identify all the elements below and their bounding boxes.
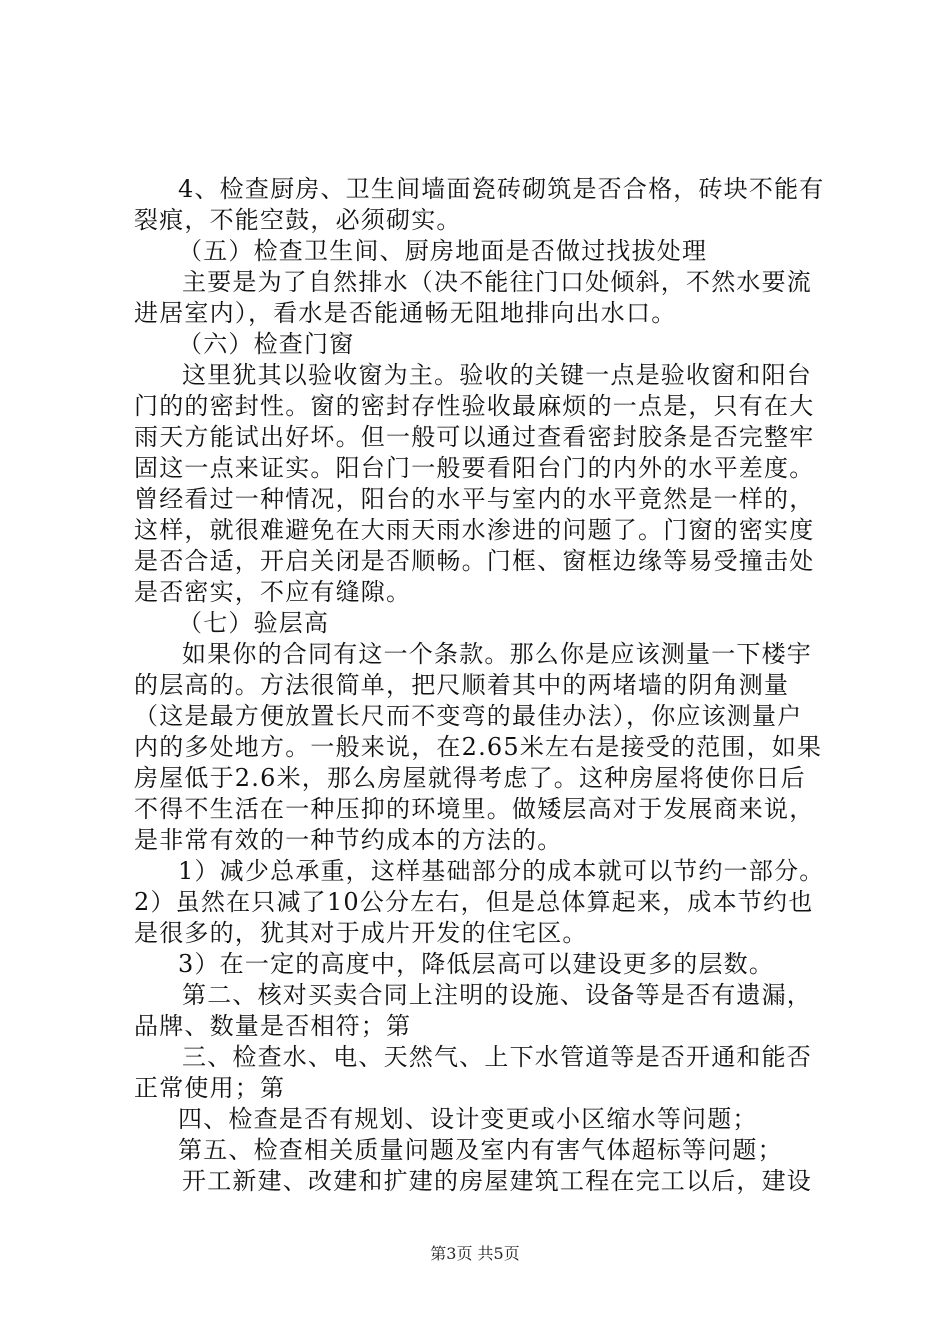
text-line: 门的的密封性。窗的密封存性验收最麻烦的一点是，只有在大 <box>134 392 815 420</box>
text-line: 三、检查水、电、天然气、上下水管道等是否开通和能否 <box>182 1043 812 1071</box>
text-line: 品牌、数量是否相符；第 <box>134 1012 412 1040</box>
list-item: 1）减少总承重，这样基础部分的成本就可以节约一部分。 <box>178 857 825 885</box>
text-line: 裂痕，不能空鼓，必须砌实。 <box>134 206 462 234</box>
text-line: 是否合适，开启关闭是否顺畅。门框、窗框边缘等易受撞击处 <box>134 547 815 575</box>
list-item: 2）虽然在只减了10公分左右，但是总体算起来，成本节约也 <box>134 888 814 916</box>
page-number-footer: 第3页 共5页 <box>430 1244 520 1263</box>
text-line: 这样，就很难避免在大雨天雨水渗进的问题了。门窗的密实度 <box>134 516 815 544</box>
text-line: 曾经看过一种情况，阳台的水平与室内的水平竟然是一样的， <box>134 485 815 513</box>
section-heading: （七）验层高 <box>178 609 330 637</box>
text-line: 是非常有效的一种节约成本的方法的。 <box>134 826 563 854</box>
text-line: 不得不生活在一种压抑的环境里。做矮层高对于发展商来说， <box>134 795 815 823</box>
text-line: 第二、核对买卖合同上注明的设施、设备等是否有遗漏， <box>182 981 812 1009</box>
text-line: 房屋低于2.6米，那么房屋就得考虑了。这种房屋将使你日后 <box>134 764 806 792</box>
section-heading: （六）检查门窗 <box>178 330 355 358</box>
section-heading: （五）检查卫生间、厨房地面是否做过找拔处理 <box>178 237 708 265</box>
list-item: 3）在一定的高度中，降低层高可以建设更多的层数。 <box>178 950 775 978</box>
text-line: 的层高的。方法很简单，把尺顺着其中的两堵墙的阴角测量 <box>134 671 790 699</box>
text-line: 开工新建、改建和扩建的房屋建筑工程在完工以后，建设 <box>182 1167 812 1195</box>
text-line: 4、检查厨房、卫生间墙面瓷砖砌筑是否合格，砖块不能有 <box>178 175 825 203</box>
text-line: 第五、检查相关质量问题及室内有害气体超标等问题； <box>178 1136 783 1164</box>
text-line: 进居室内），看水是否能通畅无阻地排向出水口。 <box>134 299 677 327</box>
text-line: 主要是为了自然排水（决不能往门口处倾斜，不然水要流 <box>182 268 812 296</box>
text-line: 内的多处地方。一般来说，在2.65米左右是接受的范围，如果 <box>134 733 823 761</box>
text-line: 是否密实，不应有缝隙。 <box>134 578 412 606</box>
text-line: 这里犹其以验收窗为主。验收的关键一点是验收窗和阳台 <box>182 361 812 389</box>
text-line: （这是最方便放置长尺而不变弯的最佳办法），你应该测量户 <box>134 702 803 730</box>
text-line: 是很多的，犹其对于成片开发的住宅区。 <box>134 919 588 947</box>
text-line: 正常使用；第 <box>134 1074 286 1102</box>
text-line: 如果你的合同有这一个条款。那么你是应该测量一下楼宇 <box>182 640 812 668</box>
text-line: 四、检查是否有规划、设计变更或小区缩水等问题； <box>178 1105 758 1133</box>
text-line: 雨天方能试出好坏。但一般可以通过查看密封胶条是否完整牢 <box>134 423 815 451</box>
text-line: 固这一点来证实。阳台门一般要看阳台门的内外的水平差度。 <box>134 454 815 482</box>
